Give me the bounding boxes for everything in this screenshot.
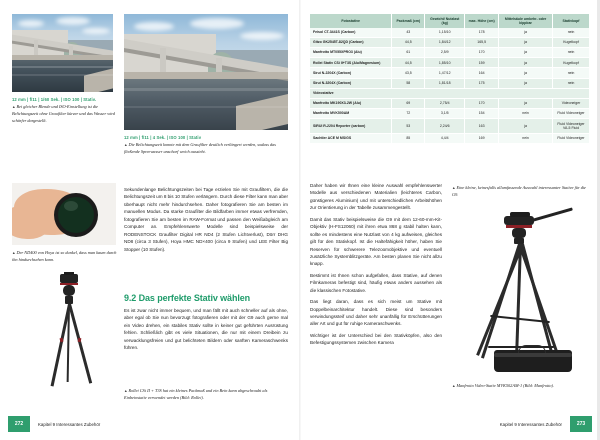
table-cell: 1,15/10 [425, 28, 465, 38]
footer-chapter-left: Kapitel 9 Interessantes Zubehör [38, 421, 101, 427]
th-max-hoehe: max. Höhe (cm) [465, 14, 499, 28]
table-cell: nein [499, 133, 553, 143]
table-cell: ja [499, 119, 553, 134]
table-row [310, 133, 590, 143]
section-heading: 9.2 Das perfekte Stativ wählen [124, 293, 251, 303]
table-cell: 43,5 [392, 68, 425, 78]
table-cell: 1,47/12 [425, 68, 465, 78]
table-row [310, 68, 590, 78]
table-cell: 43 [392, 28, 425, 38]
filter-caption: ▲ Der ND400 von Hoya ist so dunkel, dass man kaum durch ihn hindurchsehen kann. [12, 250, 117, 262]
table-cell: 159 [465, 58, 499, 68]
table-cell: ja [499, 37, 553, 47]
page-number-left: 272 [8, 416, 30, 432]
page-gutter [299, 0, 301, 440]
table-row [310, 119, 590, 134]
triangle-marker-icon: ▲ [452, 186, 457, 190]
right-paragraph-4: Das liegt daran, dass es sich meist um Stative mit Doppelbeinarchitektur handelt. Diese sind besonders verwindungssteif und daher sehr unanfällig für Erschütterungen aller Art und gut für ruhige Kameraschwenks. [310, 299, 442, 327]
th-mittelsaeule: Mittelsäule umkehr- oder kippbar [499, 14, 553, 28]
table-cell: Feisol CT-3441S (Carbon) [310, 28, 392, 38]
photo2-caption [124, 132, 288, 156]
table-cell: Manfrotto MT055XPRO3 (Alu) [310, 48, 392, 58]
table-cell: Rollei Stativ CSi II+T3S (Alu/Magnesium) [310, 58, 392, 68]
table-cell: 169 [465, 133, 499, 143]
table-cell: ja [499, 68, 553, 78]
table-cell: ja [499, 48, 553, 58]
photo-nd-filter-in-hand [12, 183, 116, 245]
footer-right [500, 416, 592, 432]
right-paragraph-5: Wichtiger ist der Unterschied bei den Stativköpfen, also den Befestigungssystemen zwischen Kamera [310, 332, 442, 346]
th-fotostative: Fotostative [310, 14, 392, 28]
table-cell: Sirui N-3204X (Carbon) [310, 78, 392, 88]
table-cell: 170 [465, 48, 499, 58]
table-cell: 2,24/6 [425, 119, 465, 134]
left-body-paragraph-2: Es ist zwar nicht immer bequem, und man fällt mit auch schneller auf als ohne, aber egal ob Sie nun bevorzugt fotografieren oder mit der G9 auch gerne mal ein Video drehen, ein stabiles Stativ sollte in keiner gut geführten Ausrüstung fehlen. Schließlich gibt es viele Situationen, die nur mit einem Dreibein zu verwacklungsfreien und gut belichteten Bildern oder sanften Kameraschwenks führen. [124, 308, 288, 351]
stative-table [310, 14, 590, 144]
right-paragraph-3: Bestimmt ist Ihnen schon aufgefallen, dass Stative, auf denen Filmkameras befestigt sind, häufig etwas anders aussehen als die klassischen Fotostative. [310, 272, 442, 293]
table-group-label: Videostative [310, 88, 590, 98]
table-cell: Sachtler ACE M MS/GS [310, 133, 392, 143]
table-cell: ja [499, 78, 553, 88]
table-cell: nein [499, 109, 553, 119]
right-body-column-1 [310, 182, 442, 351]
table-cell: Fluid Videoneiger [553, 109, 590, 119]
photo-rollei-tripod [30, 272, 108, 390]
table-cell: Sirui N-2204X (Carbon) [310, 68, 392, 78]
table-cell: ja [499, 28, 553, 38]
table-cell: 165,5 [465, 37, 499, 47]
table-cell: 58 [392, 78, 425, 88]
table-group-row [310, 88, 590, 98]
triangle-marker-icon: ▲ [124, 143, 129, 148]
table-row [310, 58, 590, 68]
table-cell: 3,1/5 [425, 109, 465, 119]
photo2-exif: 12 mm | f/11 | 4 Sek. | ISO 100 | Stativ [124, 135, 202, 140]
table-cell: Gitzo GK2545T-82QD (Carbon) [310, 37, 392, 47]
photo1-caption-text: ▲ Bei gleicher Blende und ISO-Einstellung ist die Belichtungszeit ohne Graufilter kürzer und das Wasser wird schärfer dargestellt. [12, 104, 115, 123]
photo-bridge-sharp-water [12, 14, 113, 92]
footer-left [8, 416, 100, 432]
table-cell: nein [553, 78, 590, 88]
th-gewicht-nutzlast: Gewicht/ Nutzlast (kg) [425, 14, 465, 28]
table-cell: Manfrotto MVK500AM [310, 109, 392, 119]
triangle-marker-icon: ▲ [452, 384, 457, 388]
table-cell: Fluid Videoneiger [553, 133, 590, 143]
table-cell: Videoneiger [553, 98, 590, 108]
table-cell: Kugelkopf [553, 37, 590, 47]
table-cell: 44,5 [392, 37, 425, 47]
table-row [310, 98, 590, 108]
table-cell: 1,84/12 [425, 37, 465, 47]
table-cell: 4,4/4 [425, 133, 465, 143]
table-cell: nein [553, 68, 590, 78]
table-cell: 154 [465, 109, 499, 119]
video-tripod-caption-top: ▲ Eine kleine, keinesfalls allumfassende Auswahl interessanter Stative für die G9. [452, 185, 586, 197]
table-cell: 72 [392, 109, 425, 119]
table-cell: nein [553, 48, 590, 58]
table-cell: 1,81/18 [425, 78, 465, 88]
photo-bridge-blurred-water [124, 14, 288, 130]
table-row [310, 28, 590, 38]
table-cell: ja [499, 58, 553, 68]
triangle-marker-icon: ▲ [12, 105, 17, 110]
left-body-paragraph-1: Sekundenlange Belichtungszeiten bei Tage erzielen Sie mit Graufiltern, die die Belichtungszeit um 8 bis 10 Stufen verlängern. Durch diese Filter kann man aber überhaupt nicht mehr hindurchsehen. Daher fotografieren Sie am besten im manuellen Modus. Da starke Graufilter die Bildfarben immer etwas verfremden, fotografieren Sie am besten im RAW-Format und passen den Weißabgleich am Computer an. Empfehlenswerte Modelle sind beispielsweise der RODENSTOCK Graufilter Digital HR ND4 (2 Stufen Lichtverlust), Dörr DHG ND8 (circa 3 Stufen), Hoya HMC ND×400 (circa 9 Stufen) und LEE Filter Big Stopper (10 Stufen). [124, 187, 288, 252]
table-cell: 178 [465, 28, 499, 38]
table-cell: SIRUI R-2204 Reporter (carbon) [310, 119, 392, 134]
triangle-marker-icon: ▲ [124, 389, 129, 393]
table-cell: 85 [392, 133, 425, 143]
table-row [310, 48, 590, 58]
table-cell: Kugelkopf [553, 58, 590, 68]
photo1-caption [12, 94, 116, 124]
table-cell: 2,75/4 [425, 98, 465, 108]
tripod-caption: ▲ Rollei CSi II + T3S hat ein kleines Packmaß und ein Bein kann abgeschraubt als Einbeinstativ verwendet werden (Bild: Rollei). [124, 388, 268, 400]
photo2-caption-text: ▲ Die Belichtungszeit konnte mit dem Graufilter deutlich verlängert werden, sodass das fließende Spreewasser unscharf weich aussieht. [124, 142, 276, 155]
table-body [310, 28, 590, 144]
table-cell: 164 [465, 68, 499, 78]
table-row [310, 78, 590, 88]
right-page [300, 0, 600, 440]
tripod-comparison-table [310, 14, 590, 144]
right-paragraph-2: Damit das Stativ beispielsweise die G9 mit dem 12-60-mm-Kit-Objektiv (H-FS12060) mit ihren etwa 868 g stabil halten kann, sollte es mindestens eine Nutzlast von 4 kg aufweisen, gleiches gilt für den Stativkopf. Ist die Haltefähigkeit höher, haben Sie Reserven für schwerere Telezoomobjektive und eventuell zusätzliche Systemblitzgeräte. Am besten planen Sie nicht allzu knapp. [310, 216, 442, 267]
table-cell: 69 [392, 98, 425, 108]
table-row [310, 109, 590, 119]
triangle-marker-icon: ▲ [12, 251, 17, 255]
video-tripod-caption-bottom: ▲ Manfrotto Video-Stativ MVK502AM-1 (Bild: Manfrotto). [452, 383, 555, 388]
right-paragraph-1: Daher haben wir Ihnen eine kleine Auswahl empfehlenswerter Modelle aus verschiedenen Materialien (leichteres Carbon, günstigeres Aluminium) und mit unterschiedlichen Arbeitshöhen zur Orientierung in der Tabelle zusammengestellt. [310, 183, 442, 211]
section-block [124, 286, 288, 356]
table-cell: 2,5/9 [425, 48, 465, 58]
table-cell: 44,5 [392, 58, 425, 68]
table-cell: 163 [465, 119, 499, 134]
table-header-row [310, 14, 590, 28]
th-packmass: Packmaß (cm) [392, 14, 425, 28]
table-cell: 61 [392, 48, 425, 58]
table-cell: Fluid Videoneiger VA-5 Fluid [553, 119, 590, 134]
table-cell: 170 [465, 98, 499, 108]
table-cell: 53 [392, 119, 425, 134]
table-row [310, 37, 590, 47]
table-cell: ja [499, 98, 553, 108]
table-head [310, 14, 590, 28]
page-number-right: 273 [570, 416, 592, 432]
photo1-exif: 12 mm | f/11 | 1/60 Sek. | ISO 100 | Stativ. [12, 97, 97, 102]
footer-chapter-right: Kapitel 9 Interessantes Zubehör [499, 421, 562, 427]
table-cell: Manfrotto MK190X3-2W (Alu) [310, 98, 392, 108]
photo-manfrotto-video-tripod [476, 198, 582, 376]
table-cell: 1,85/10 [425, 58, 465, 68]
table-cell: nein [553, 28, 590, 38]
th-stativkopf: Stativkopf [553, 14, 590, 28]
table-cell: 175 [465, 78, 499, 88]
